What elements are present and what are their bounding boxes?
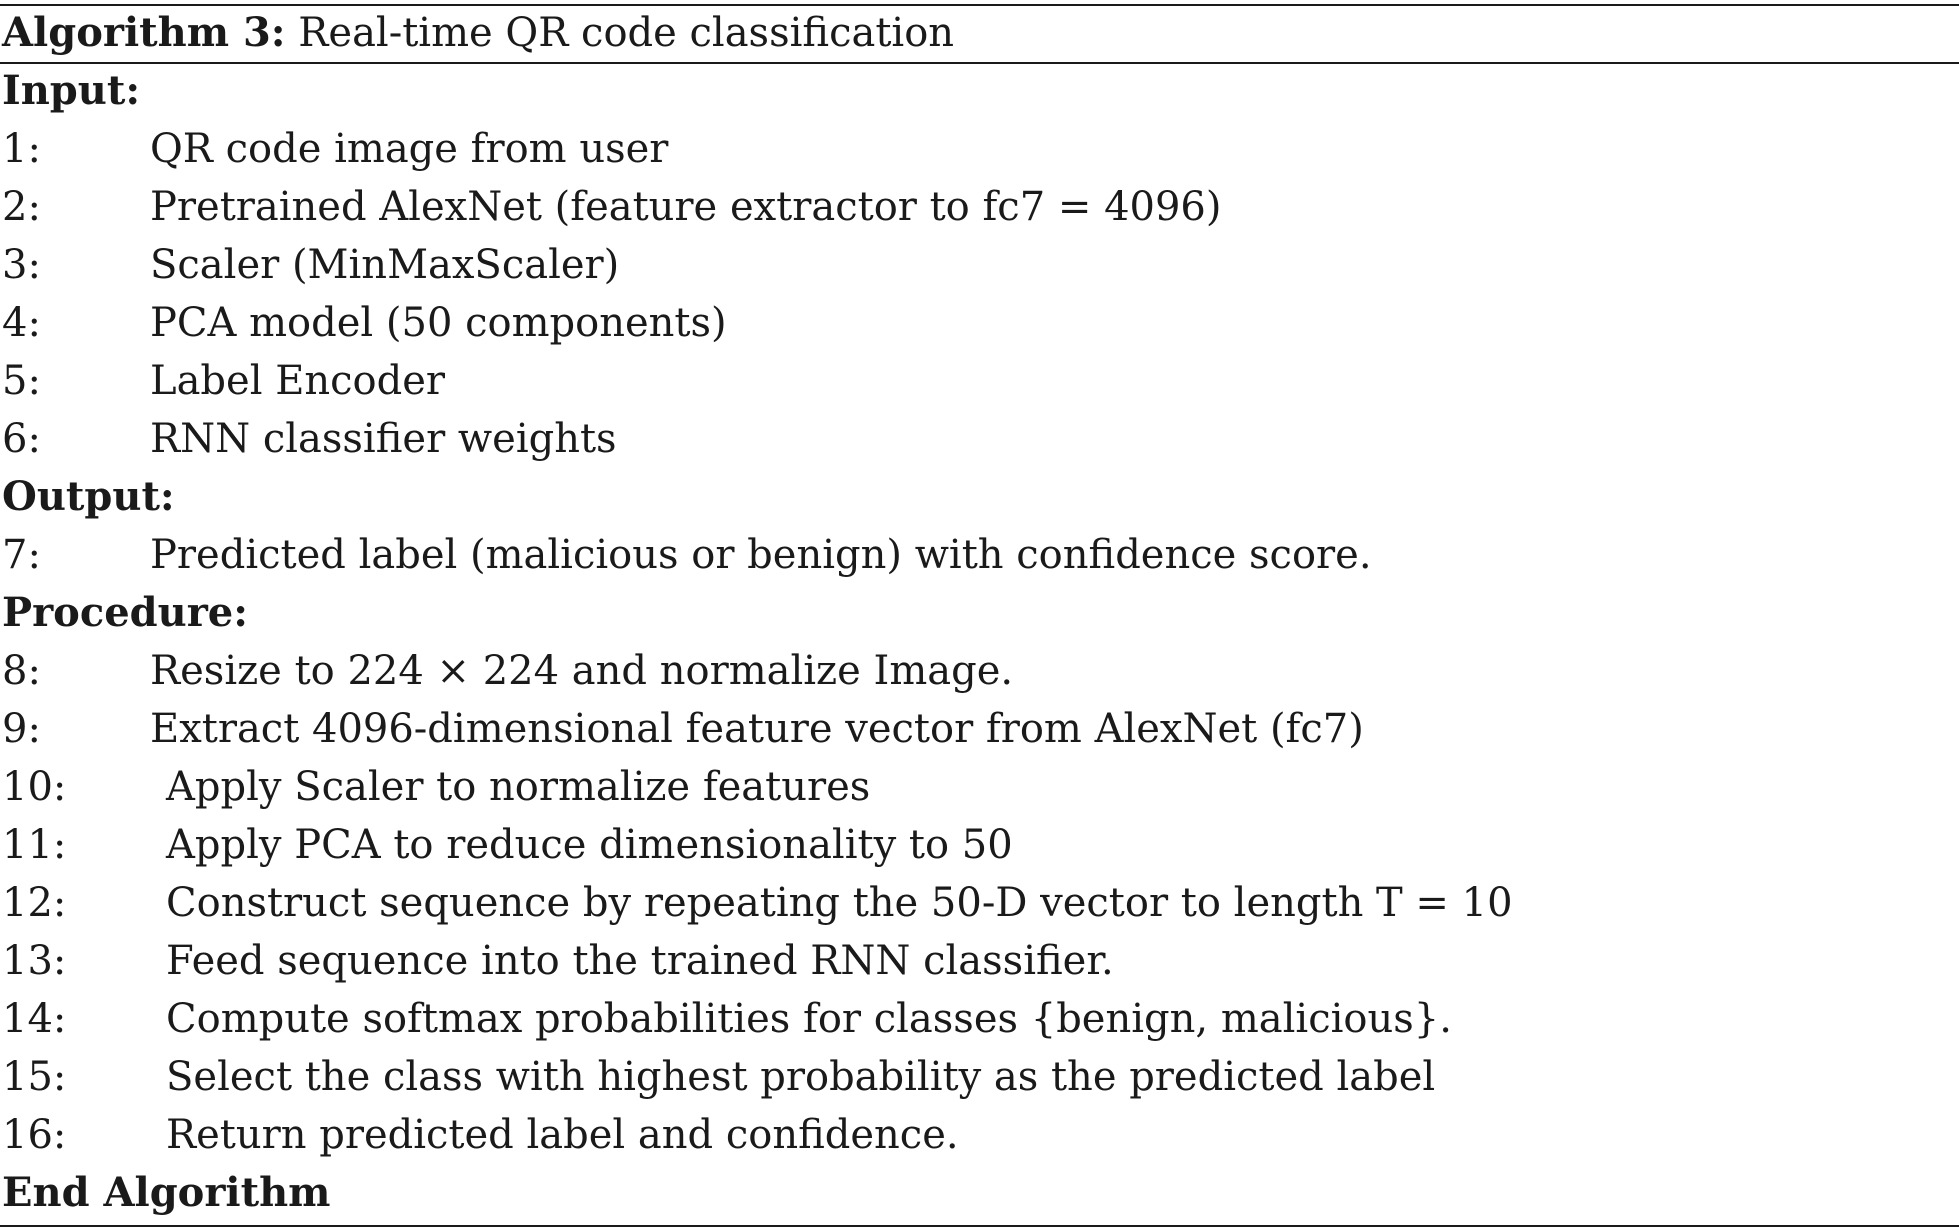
line-text: Label Encoder (150, 358, 446, 404)
line-text: Apply PCA to reduce dimensionality to 50 (166, 822, 1013, 868)
line-number: 1: (2, 126, 41, 172)
algorithm-line (2, 816, 1013, 874)
algorithm-label: Algorithm 3: (2, 9, 286, 56)
section-output: Output: (2, 473, 175, 520)
bottom-rule (0, 1225, 1959, 1227)
line-text: Extract 4096-dimensional feature vector from AlexNet (fc7) (150, 706, 1364, 752)
algorithm-line (2, 700, 1364, 758)
section-input: Input: (2, 67, 141, 114)
algorithm-title: Real-time QR code classification (298, 10, 955, 56)
algorithm-line (2, 1048, 1435, 1106)
algorithm-line (2, 758, 870, 816)
line-number: 6: (2, 416, 41, 462)
line-number: 15: (2, 1054, 67, 1100)
section-end: End Algorithm (2, 1169, 331, 1216)
algorithm-line (2, 120, 668, 178)
line-number: 8: (2, 648, 41, 694)
algorithm-caption (2, 4, 954, 62)
line-number: 12: (2, 880, 67, 926)
line-text: Scaler (MinMaxScaler) (150, 242, 620, 288)
algorithm-line (2, 932, 1114, 990)
line-text: Compute softmax probabilities for classes {benign, malicious}. (166, 996, 1452, 1042)
line-number: 5: (2, 358, 41, 404)
line-number: 11: (2, 822, 67, 868)
algorithm-line (2, 642, 1013, 700)
section-procedure: Procedure: (2, 589, 248, 636)
line-text: Select the class with highest probability as the predicted label (166, 1054, 1436, 1100)
line-number: 13: (2, 938, 67, 984)
line-number: 14: (2, 996, 67, 1042)
algorithm-line (2, 236, 619, 294)
line-text: Apply Scaler to normalize features (166, 764, 871, 810)
line-number: 4: (2, 300, 41, 346)
algorithm-line (2, 990, 1452, 1048)
line-number: 2: (2, 184, 41, 230)
algorithm-line (2, 178, 1221, 236)
algorithm-line (2, 352, 445, 410)
line-number: 3: (2, 242, 41, 288)
line-text: QR code image from user (150, 126, 669, 172)
line-text: Construct sequence by repeating the 50-D vector to length T = 10 (166, 880, 1513, 926)
line-text: Feed sequence into the trained RNN classifier. (166, 938, 1114, 984)
algorithm-line (2, 526, 1372, 584)
line-text: Resize to 224 × 224 and normalize Image. (150, 648, 1014, 694)
line-text: Pretrained AlexNet (feature extractor to fc7 = 4096) (150, 184, 1222, 230)
line-text: Return predicted label and confidence. (166, 1112, 959, 1158)
line-number: 10: (2, 764, 67, 810)
line-text: PCA model (50 components) (150, 300, 727, 346)
line-number: 9: (2, 706, 41, 752)
algorithm-line (2, 410, 617, 468)
line-number: 7: (2, 532, 41, 578)
algorithm-line (2, 1106, 959, 1164)
caption-rule (0, 62, 1959, 64)
algorithm-line (2, 294, 727, 352)
algorithm-line (2, 874, 1513, 932)
line-text: RNN classifier weights (150, 416, 617, 462)
line-text: Predicted label (malicious or benign) with confidence score. (150, 532, 1372, 578)
line-number: 16: (2, 1112, 67, 1158)
